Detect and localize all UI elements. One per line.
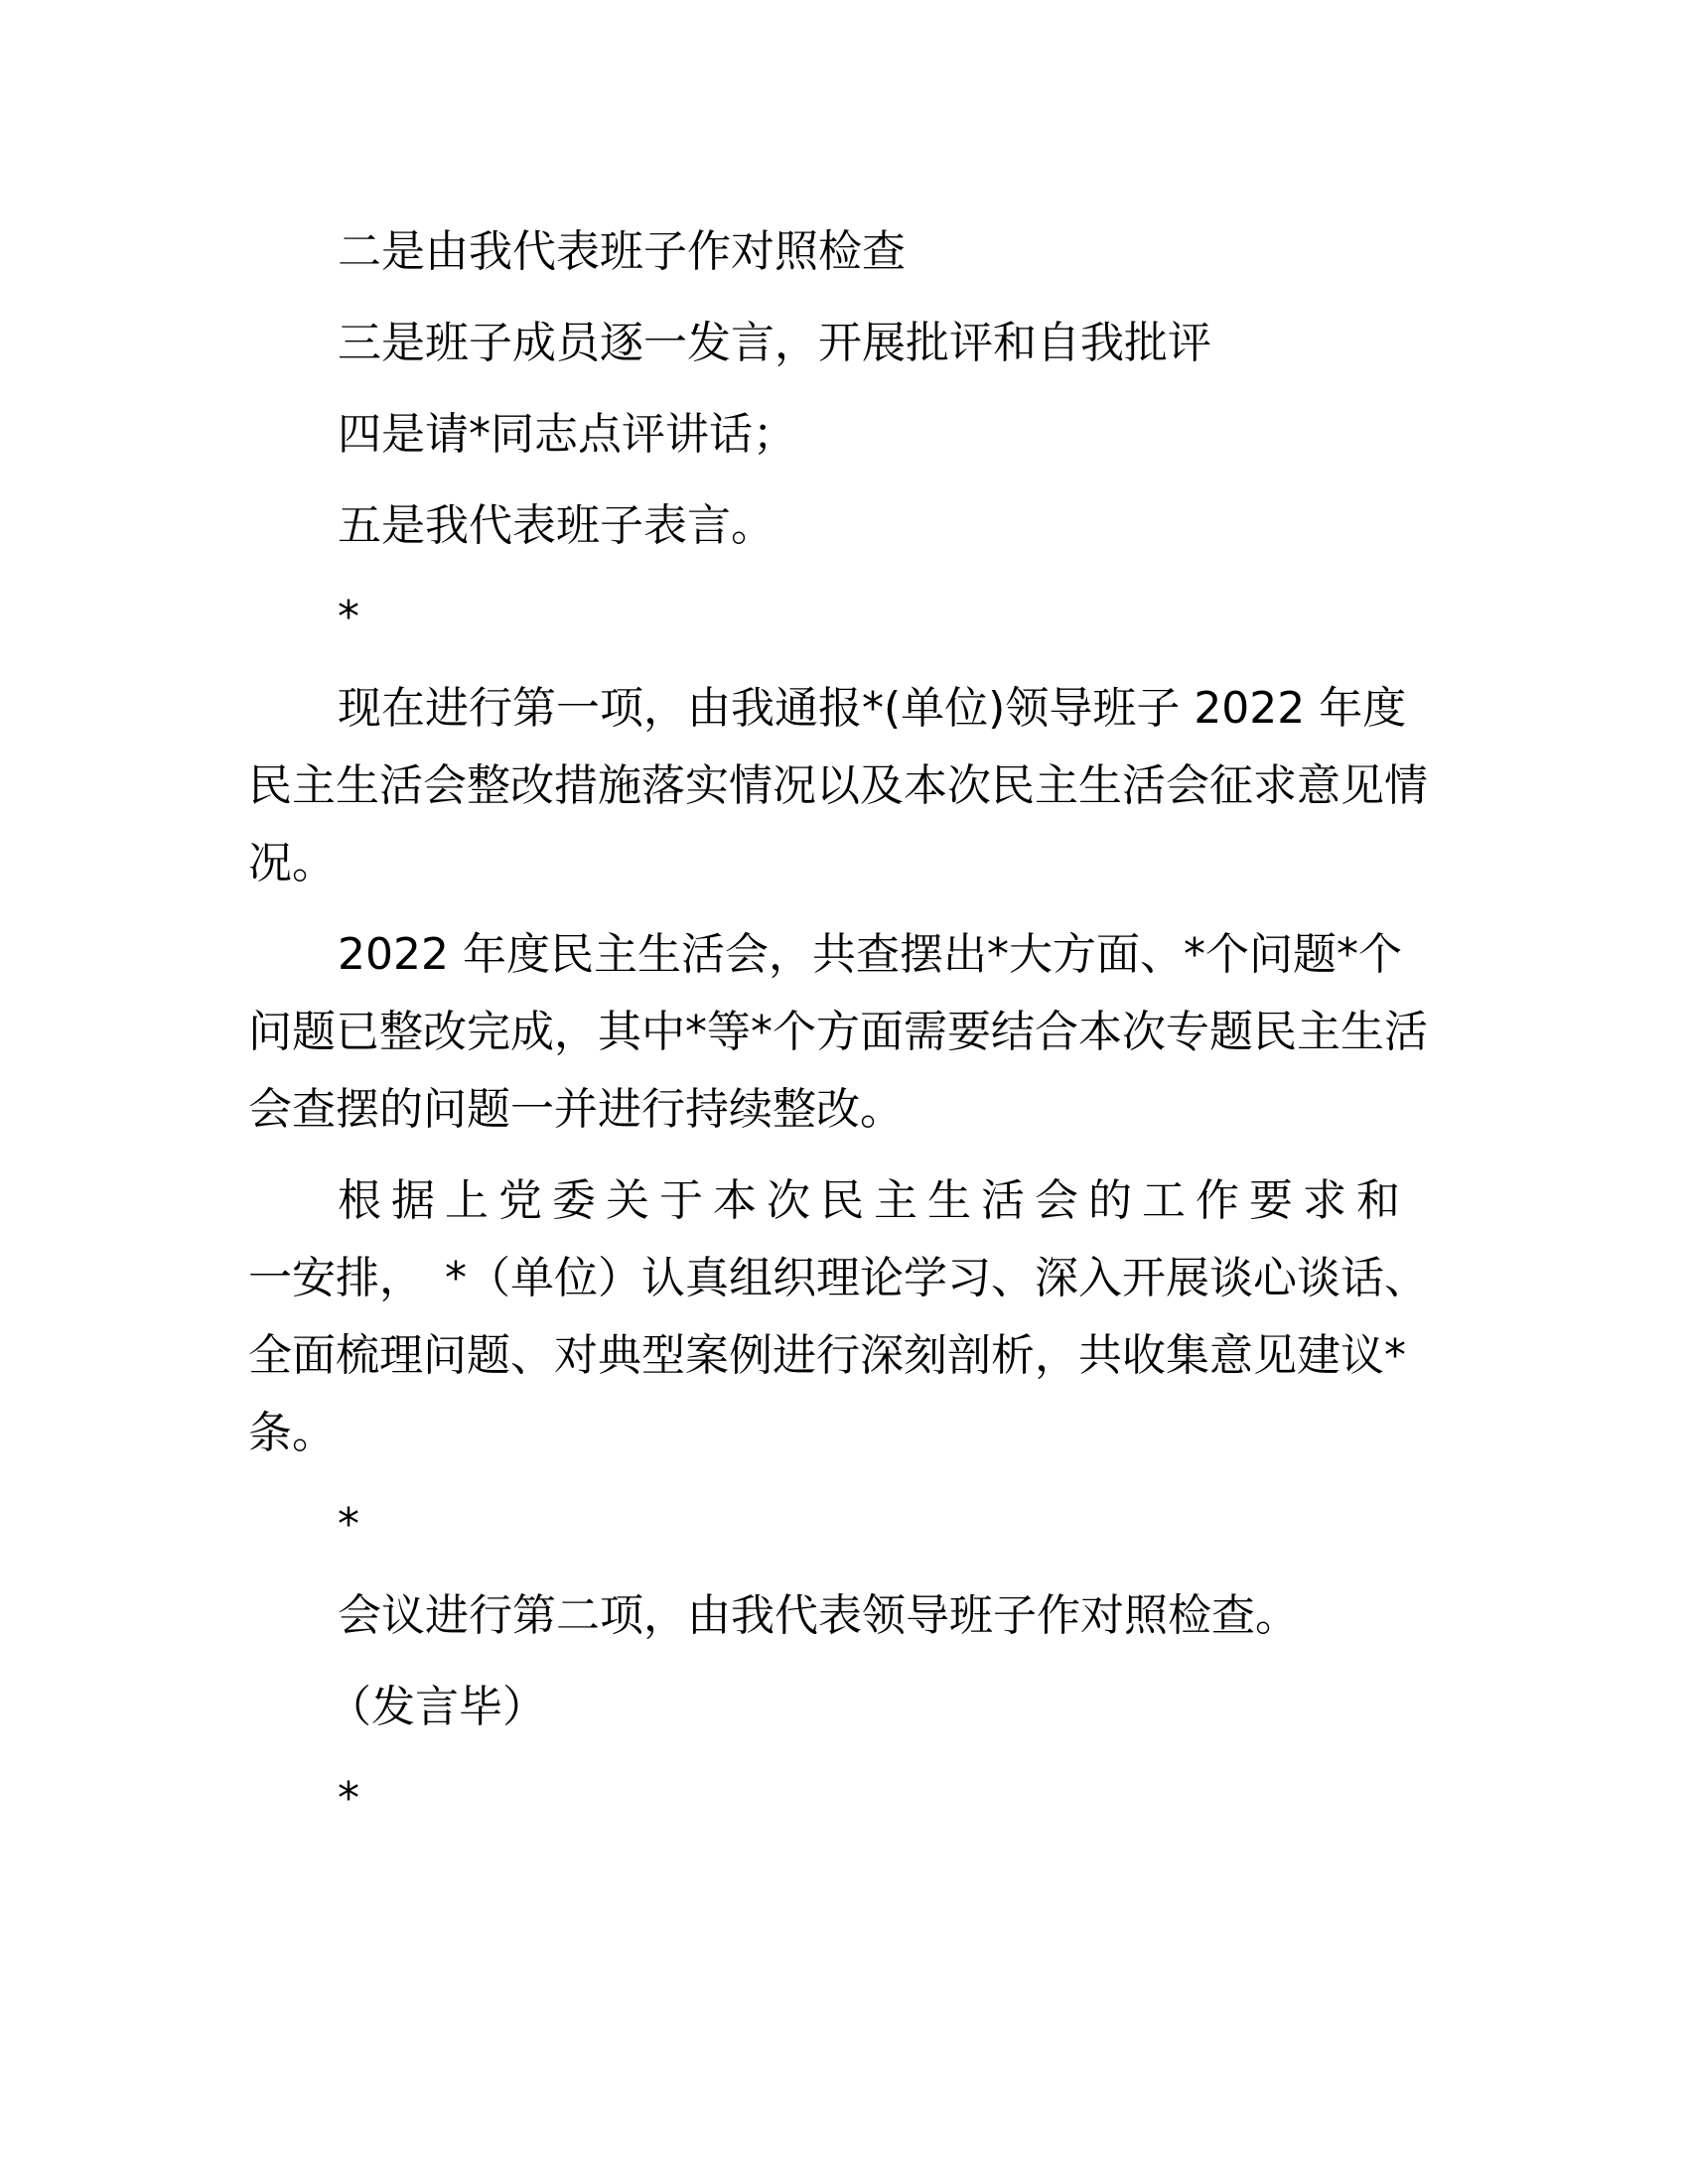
document-body [248,213,1440,1851]
agenda-item-2: 二是由我代表班子作对照检查 [338,226,906,277]
speech-finished-note: （发言毕） [328,1682,546,1732]
separator-star-2: * [338,1499,359,1550]
paragraph-opinions-line1: 根据上党委关于本次民主生活会的工作要求和 [338,1175,1410,1226]
paragraph-rectification-summary: 2022 年度民主生活会，共查摆出*大方面、*个问题*个问题已整改完成，其中*等*个方面需要结合本次专题民主生活会查摆的问题一并进行持续整改。 [248,929,1428,1135]
paragraph-first-item: 现在进行第一项，由我通报*(单位)领导班子 2022 年度民主生活会整改措施落实情况以及本次民主生活会征求意见情况。 [248,683,1428,888]
separator-star-1: * [338,592,359,642]
paragraph-opinions-rest: 一安排， *（单位）认真组织理论学习、深入开展谈心谈话、全面梳理问题、对典型案例进行深刻剖析，共收集意见建议*条。 [248,1253,1428,1458]
agenda-item-4: 四是请*同志点评讲话； [338,409,796,460]
agenda-item-5: 五是我代表班子表言。 [338,500,774,551]
separator-star-3: * [338,1773,359,1824]
agenda-item-3: 三是班子成员逐一发言，开展批评和自我批评 [338,318,1211,368]
paragraph-second-item: 会议进行第二项，由我代表领导班子作对照检查。 [338,1590,1299,1641]
